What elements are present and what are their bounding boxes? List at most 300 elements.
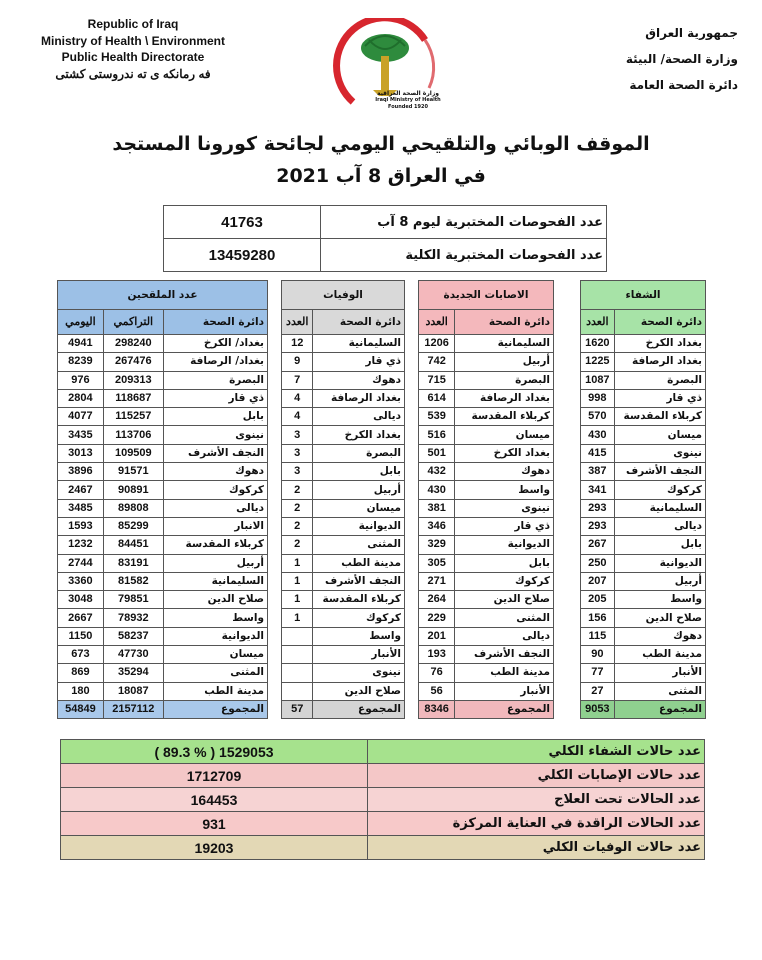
summary-row xyxy=(61,812,705,836)
recovered-total-label: المجموع xyxy=(614,700,705,718)
dept-cell: الديوانية xyxy=(313,517,405,535)
deaths-col-count: العدد xyxy=(282,310,313,335)
table-row xyxy=(419,554,554,572)
new-cases-total-label: المجموع xyxy=(455,700,554,718)
table-row xyxy=(58,609,268,627)
dept-cell: دهوك xyxy=(313,371,405,389)
table-row xyxy=(58,353,268,371)
dept-cell: بغداد الكرخ xyxy=(313,426,405,444)
dept-cell: مدينة الطب xyxy=(455,664,554,682)
table-row xyxy=(419,481,554,499)
daily-cell: 3048 xyxy=(58,591,104,609)
table-row xyxy=(282,499,405,517)
dept-cell: مدينة الطب xyxy=(313,554,405,572)
table-row xyxy=(282,335,405,353)
recovered-total: 9053 xyxy=(581,700,615,718)
count-cell: 293 xyxy=(581,517,615,535)
count-cell: 201 xyxy=(419,627,455,645)
dept-cell: صلاح الدين xyxy=(163,591,267,609)
count-cell: 715 xyxy=(419,371,455,389)
summary-row xyxy=(61,740,705,764)
dept-cell: أربيل xyxy=(163,554,267,572)
dept-cell: النجف الأشرف xyxy=(163,444,267,462)
daily-tests-row xyxy=(164,206,607,239)
table-row xyxy=(581,426,706,444)
vaccinated-col-dept: دائرة الصحة xyxy=(163,310,267,335)
cumulative-cell: 89808 xyxy=(103,499,163,517)
count-cell: 267 xyxy=(581,536,615,554)
cumulative-cell: 47730 xyxy=(103,646,163,664)
daily-cell: 2804 xyxy=(58,389,104,407)
count-cell: 229 xyxy=(419,609,455,627)
count-cell: 207 xyxy=(581,572,615,590)
count-cell: 1 xyxy=(282,591,313,609)
ministry-name-en: Ministry of Health \ Environment xyxy=(40,33,226,48)
recovered-col-count: العدد xyxy=(581,310,615,335)
dept-cell: البصرة xyxy=(614,371,705,389)
dept-cell: نينوى xyxy=(614,444,705,462)
table-row xyxy=(581,335,706,353)
header-english xyxy=(22,16,244,82)
logo-caption-ar: وزارة الصحة العراقية xyxy=(376,90,440,97)
table-row xyxy=(419,444,554,462)
table-row xyxy=(282,408,405,426)
count-cell: 1087 xyxy=(581,371,615,389)
table-row xyxy=(282,481,405,499)
table-row xyxy=(58,371,268,389)
table-row xyxy=(419,408,554,426)
table-row xyxy=(282,572,405,590)
dept-cell: المثنى xyxy=(455,609,554,627)
table-row xyxy=(581,463,706,481)
dept-cell: دهوك xyxy=(163,463,267,481)
vaccinated-total-daily: 54849 xyxy=(58,700,104,718)
total-tests-row xyxy=(164,239,607,272)
summary-recovered-label: عدد حالات الشفاء الكلي xyxy=(368,740,705,764)
dept-cell: مدينة الطب xyxy=(163,682,267,700)
table-row xyxy=(282,536,405,554)
cumulative-cell: 118687 xyxy=(103,389,163,407)
count-cell: 205 xyxy=(581,591,615,609)
table-row xyxy=(419,627,554,645)
table-row xyxy=(282,426,405,444)
count-cell: 12 xyxy=(282,335,313,353)
dept-cell: كركوك xyxy=(455,572,554,590)
dept-cell: أربيل xyxy=(455,353,554,371)
table-row xyxy=(282,627,405,645)
daily-cell: 673 xyxy=(58,646,104,664)
table-row xyxy=(419,646,554,664)
cumulative-cell: 115257 xyxy=(103,408,163,426)
daily-cell: 1232 xyxy=(58,536,104,554)
table-row xyxy=(581,517,706,535)
ministry-logo xyxy=(325,18,445,120)
table-row xyxy=(58,389,268,407)
count-cell: 430 xyxy=(419,481,455,499)
table-row xyxy=(58,335,268,353)
dept-cell: الأنبار xyxy=(313,646,405,664)
daily-cell: 2667 xyxy=(58,609,104,627)
dept-cell: ديالى xyxy=(163,499,267,517)
dept-cell: ميسان xyxy=(313,499,405,517)
dept-cell: بابل xyxy=(163,408,267,426)
dept-cell: الديوانية xyxy=(614,554,705,572)
dept-cell: كربلاء المقدسة xyxy=(163,536,267,554)
table-row xyxy=(58,682,268,700)
table-row xyxy=(419,536,554,554)
dept-cell: واسط xyxy=(614,591,705,609)
ministry-name-ar: وزارة الصحة/ البيئة xyxy=(625,52,738,66)
table-row xyxy=(282,609,405,627)
table-row xyxy=(419,664,554,682)
dept-cell: كركوك xyxy=(163,481,267,499)
recovered-table xyxy=(580,280,706,719)
dept-cell: السليمانية xyxy=(455,335,554,353)
directorate-name-en: Public Health Directorate xyxy=(61,50,205,64)
table-row xyxy=(581,371,706,389)
dept-cell: البصرة xyxy=(313,444,405,462)
table-row xyxy=(58,499,268,517)
cumulative-cell: 90891 xyxy=(103,481,163,499)
count-cell: 998 xyxy=(581,389,615,407)
table-row xyxy=(58,481,268,499)
dept-cell: ميسان xyxy=(163,646,267,664)
count-cell: 539 xyxy=(419,408,455,426)
count-cell xyxy=(282,646,313,664)
table-row xyxy=(419,426,554,444)
dept-cell: المثنى xyxy=(614,682,705,700)
recovered-header: الشفاء xyxy=(581,281,706,310)
deaths-col-dept: دائرة الصحة xyxy=(313,310,405,335)
new-cases-header: الاصابات الجديدة xyxy=(419,281,554,310)
directorate-name-ku: فه رمانكه ى ته ندروستى كشتى xyxy=(55,66,211,81)
new-cases-table xyxy=(418,280,554,719)
dept-cell: نينوى xyxy=(313,664,405,682)
table-row xyxy=(419,389,554,407)
cumulative-cell: 35294 xyxy=(103,664,163,682)
table-row xyxy=(419,591,554,609)
count-cell: 341 xyxy=(581,481,615,499)
table-row xyxy=(419,609,554,627)
dept-cell: بغداد/ الرصافة xyxy=(163,353,267,371)
dept-cell: السليمانية xyxy=(614,499,705,517)
dept-cell: كربلاء المقدسة xyxy=(614,408,705,426)
count-cell: 2 xyxy=(282,499,313,517)
vaccinated-header: عدد الملقحين xyxy=(58,281,268,310)
dept-cell: مدينة الطب xyxy=(614,646,705,664)
dept-cell: كربلاء المقدسة xyxy=(313,591,405,609)
cumulative-cell: 109509 xyxy=(103,444,163,462)
table-row xyxy=(58,463,268,481)
count-cell: 3 xyxy=(282,444,313,462)
table-row xyxy=(581,444,706,462)
count-cell: 90 xyxy=(581,646,615,664)
daily-tests-value: 41763 xyxy=(164,206,321,239)
summary-cases-value: 1712709 xyxy=(61,764,368,788)
daily-cell: 1593 xyxy=(58,517,104,535)
table-row xyxy=(282,664,405,682)
table-row xyxy=(282,682,405,700)
table-row xyxy=(58,554,268,572)
summary-deaths-value: 19203 xyxy=(61,836,368,860)
daily-cell: 8239 xyxy=(58,353,104,371)
cumulative-cell: 81582 xyxy=(103,572,163,590)
count-cell: 2 xyxy=(282,536,313,554)
dept-cell: ديالى xyxy=(313,408,405,426)
count-cell: 742 xyxy=(419,353,455,371)
cumulative-cell: 18087 xyxy=(103,682,163,700)
header-arabic xyxy=(568,20,738,98)
dept-cell: بابل xyxy=(614,536,705,554)
table-row xyxy=(58,646,268,664)
dept-cell: ذي قار xyxy=(163,389,267,407)
total-tests-value: 13459280 xyxy=(164,239,321,272)
daily-cell: 4077 xyxy=(58,408,104,426)
count-cell: 1206 xyxy=(419,335,455,353)
recovered-col-dept: دائرة الصحة xyxy=(614,310,705,335)
vaccinated-total-cum: 2157112 xyxy=(103,700,163,718)
dept-cell: صلاح الدين xyxy=(455,591,554,609)
table-row xyxy=(419,371,554,389)
dept-cell: كركوك xyxy=(614,481,705,499)
table-row xyxy=(58,591,268,609)
dept-cell: البصرة xyxy=(455,371,554,389)
count-cell: 430 xyxy=(581,426,615,444)
dept-cell: الديوانية xyxy=(455,536,554,554)
daily-cell: 2744 xyxy=(58,554,104,572)
table-row xyxy=(581,664,706,682)
title-line-1: الموقف الوبائي والتلقيحي اليومي لجائحة كورونا المستجد xyxy=(112,133,650,155)
dept-cell: بغداد/ الكرخ xyxy=(163,335,267,353)
table-row xyxy=(282,591,405,609)
country-name-en: Republic of Iraq xyxy=(87,17,179,31)
dept-cell: ديالى xyxy=(614,517,705,535)
count-cell: 2 xyxy=(282,517,313,535)
summary-treatment-label: عدد الحالات تحت العلاج xyxy=(368,788,705,812)
cumulative-cell: 113706 xyxy=(103,426,163,444)
directorate-name-ar: دائرة الصحة العامة xyxy=(629,78,738,92)
dept-cell: النجف الأشرف xyxy=(455,646,554,664)
dept-cell: بغداد الرصافة xyxy=(313,389,405,407)
count-cell: 614 xyxy=(419,389,455,407)
count-cell: 346 xyxy=(419,517,455,535)
table-row xyxy=(58,572,268,590)
cumulative-cell: 78932 xyxy=(103,609,163,627)
count-cell: 115 xyxy=(581,627,615,645)
count-cell: 387 xyxy=(581,463,615,481)
vaccinated-table xyxy=(57,280,268,719)
dept-cell: البصرة xyxy=(163,371,267,389)
summary-table xyxy=(60,739,705,860)
count-cell: 264 xyxy=(419,591,455,609)
table-row xyxy=(282,646,405,664)
summary-row xyxy=(61,788,705,812)
count-cell: 56 xyxy=(419,682,455,700)
vaccinated-total-label: المجموع xyxy=(163,700,267,718)
table-row xyxy=(282,444,405,462)
title-line-2: في العراق 8 آب 2021 xyxy=(276,165,486,187)
new-cases-col-count: العدد xyxy=(419,310,455,335)
dept-cell: واسط xyxy=(313,627,405,645)
count-cell: 27 xyxy=(581,682,615,700)
table-row xyxy=(419,572,554,590)
dept-cell: أربيل xyxy=(614,572,705,590)
count-cell: 415 xyxy=(581,444,615,462)
table-row xyxy=(282,389,405,407)
summary-icu-label: عدد الحالات الراقدة في العناية المركزة xyxy=(368,812,705,836)
table-row xyxy=(58,517,268,535)
dept-cell: نينوى xyxy=(455,499,554,517)
table-row xyxy=(581,554,706,572)
table-row xyxy=(282,353,405,371)
dept-cell: الأنبار xyxy=(455,682,554,700)
table-row xyxy=(419,682,554,700)
dept-cell: أربيل xyxy=(313,481,405,499)
dept-cell: السليمانية xyxy=(163,572,267,590)
dept-cell: ذي قار xyxy=(614,389,705,407)
table-row xyxy=(419,499,554,517)
table-row xyxy=(581,353,706,371)
dept-cell: بغداد الرصافة xyxy=(455,389,554,407)
daily-cell: 180 xyxy=(58,682,104,700)
count-cell xyxy=(282,682,313,700)
count-cell: 250 xyxy=(581,554,615,572)
summary-treatment-value: 164453 xyxy=(61,788,368,812)
table-row xyxy=(419,463,554,481)
new-cases-col-dept: دائرة الصحة xyxy=(455,310,554,335)
table-row xyxy=(419,335,554,353)
table-row xyxy=(58,664,268,682)
summary-recovered-value: ( 89.3 % ) 1529053 xyxy=(61,740,368,764)
cumulative-cell: 298240 xyxy=(103,335,163,353)
table-row xyxy=(58,444,268,462)
count-cell: 3 xyxy=(282,463,313,481)
vaccinated-col-cum: التراكمي xyxy=(103,310,163,335)
dept-cell: صلاح الدين xyxy=(614,609,705,627)
dept-cell: نينوى xyxy=(163,426,267,444)
daily-cell: 3896 xyxy=(58,463,104,481)
logo-founded: Founded 1920 xyxy=(388,104,428,110)
page-title xyxy=(60,128,702,192)
dept-cell: واسط xyxy=(455,481,554,499)
dept-cell: المثنى xyxy=(313,536,405,554)
table-row xyxy=(581,682,706,700)
table-row xyxy=(282,517,405,535)
count-cell: 2 xyxy=(282,481,313,499)
count-cell: 76 xyxy=(419,664,455,682)
count-cell: 381 xyxy=(419,499,455,517)
dept-cell: النجف الأشرف xyxy=(614,463,705,481)
logo-caption-en: Iraqi Ministry of Health xyxy=(375,97,441,103)
cumulative-cell: 267476 xyxy=(103,353,163,371)
count-cell: 1620 xyxy=(581,335,615,353)
dept-cell: صلاح الدين xyxy=(313,682,405,700)
daily-cell: 869 xyxy=(58,664,104,682)
count-cell: 4 xyxy=(282,408,313,426)
daily-tests-label: عدد الفحوصات المختبرية ليوم 8 آب xyxy=(321,206,607,239)
cumulative-cell: 79851 xyxy=(103,591,163,609)
daily-cell: 3435 xyxy=(58,426,104,444)
cumulative-cell: 84451 xyxy=(103,536,163,554)
count-cell: 77 xyxy=(581,664,615,682)
table-row xyxy=(581,591,706,609)
table-row xyxy=(419,517,554,535)
table-row xyxy=(282,371,405,389)
table-row xyxy=(581,408,706,426)
deaths-table xyxy=(281,280,405,719)
logo-arc-tail xyxy=(425,40,434,88)
table-row xyxy=(581,481,706,499)
count-cell: 329 xyxy=(419,536,455,554)
count-cell: 156 xyxy=(581,609,615,627)
dept-cell: ذي قار xyxy=(313,353,405,371)
count-cell xyxy=(282,627,313,645)
dept-cell: ذي قار xyxy=(455,517,554,535)
table-row xyxy=(581,609,706,627)
summary-row xyxy=(61,764,705,788)
daily-cell: 2467 xyxy=(58,481,104,499)
table-row xyxy=(581,572,706,590)
dept-cell: النجف الأشرف xyxy=(313,572,405,590)
cumulative-cell: 91571 xyxy=(103,463,163,481)
table-row xyxy=(419,353,554,371)
table-row xyxy=(282,554,405,572)
dept-cell: الأنبار xyxy=(614,664,705,682)
vaccinated-col-daily: اليومي xyxy=(58,310,104,335)
dept-cell: السليمانية xyxy=(313,335,405,353)
count-cell: 570 xyxy=(581,408,615,426)
dept-cell: بابل xyxy=(313,463,405,481)
cumulative-cell: 58237 xyxy=(103,627,163,645)
table-row xyxy=(581,536,706,554)
deaths-total: 57 xyxy=(282,700,313,718)
daily-cell: 3485 xyxy=(58,499,104,517)
cumulative-cell: 83191 xyxy=(103,554,163,572)
dept-cell: الانبار xyxy=(163,517,267,535)
daily-cell: 3013 xyxy=(58,444,104,462)
dept-cell: بابل xyxy=(455,554,554,572)
summary-cases-label: عدد حالات الإصابات الكلي xyxy=(368,764,705,788)
table-row xyxy=(581,646,706,664)
count-cell: 1 xyxy=(282,572,313,590)
cumulative-cell: 85299 xyxy=(103,517,163,535)
daily-cell: 3360 xyxy=(58,572,104,590)
count-cell: 432 xyxy=(419,463,455,481)
count-cell: 305 xyxy=(419,554,455,572)
count-cell: 501 xyxy=(419,444,455,462)
dept-cell: ميسان xyxy=(455,426,554,444)
lab-tests-table xyxy=(163,205,607,272)
table-row xyxy=(58,408,268,426)
count-cell: 516 xyxy=(419,426,455,444)
new-cases-total: 8346 xyxy=(419,700,455,718)
dept-cell: ديالى xyxy=(455,627,554,645)
count-cell: 3 xyxy=(282,426,313,444)
count-cell: 7 xyxy=(282,371,313,389)
table-row xyxy=(58,426,268,444)
count-cell: 293 xyxy=(581,499,615,517)
summary-icu-value: 931 xyxy=(61,812,368,836)
dept-cell: بغداد الكرخ xyxy=(614,335,705,353)
cumulative-cell: 209313 xyxy=(103,371,163,389)
dept-cell: كربلاء المقدسة xyxy=(455,408,554,426)
count-cell: 1225 xyxy=(581,353,615,371)
summary-deaths-label: عدد حالات الوفيات الكلي xyxy=(368,836,705,860)
count-cell: 9 xyxy=(282,353,313,371)
count-cell: 193 xyxy=(419,646,455,664)
dept-cell: ميسان xyxy=(614,426,705,444)
dept-cell: دهوك xyxy=(455,463,554,481)
